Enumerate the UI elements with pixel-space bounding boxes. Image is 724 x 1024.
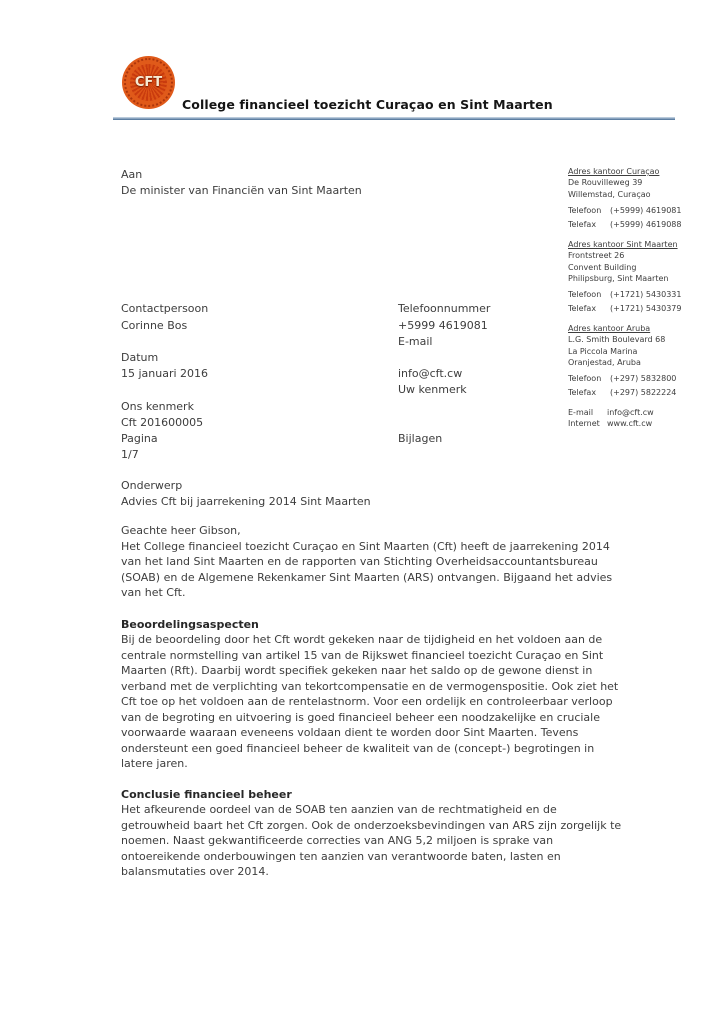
section-heading-conclusie: Conclusie financieel beheer bbox=[121, 787, 292, 801]
meta-label-ons-kenmerk: Ons kenmerk bbox=[121, 399, 194, 413]
subject-label: Onderwerp bbox=[121, 479, 183, 493]
internet-value: www.cft.cw bbox=[607, 419, 653, 429]
recipient-label: Aan bbox=[121, 168, 143, 181]
meta-empty bbox=[398, 447, 626, 463]
contact-value: (+1721) 5430379 bbox=[610, 303, 682, 313]
office-curacao bbox=[568, 166, 720, 232]
contact-label: Telefoon bbox=[568, 373, 602, 383]
meta-value-telefoonnummer: +5999 4619081 bbox=[398, 318, 488, 332]
meta-block bbox=[121, 301, 626, 463]
meta-label-uw-kenmerk: Uw kenmerk bbox=[398, 383, 467, 397]
contact-label: Telefax bbox=[568, 219, 597, 229]
office-heading: Adres kantoor Sint Maarten bbox=[568, 239, 678, 249]
office-sint-maarten bbox=[568, 239, 720, 316]
meta-label-datum: Datum bbox=[121, 350, 159, 364]
meta-label-telefoonnummer: Telefoonnummer bbox=[398, 302, 491, 316]
contact-value: (+5999) 4619088 bbox=[610, 219, 682, 229]
meta-row bbox=[121, 382, 626, 398]
meta-row bbox=[121, 447, 626, 463]
subject-value: Advies Cft bij jaarrekening 2014 Sint Maarten bbox=[121, 495, 371, 509]
contact-label: Telefax bbox=[568, 303, 597, 313]
contact-row bbox=[568, 204, 720, 218]
letterhead-divider bbox=[113, 117, 675, 120]
meta-value-ons-kenmerk: Cft 201600005 bbox=[121, 415, 204, 429]
meta-label-contactpersoon: Contactpersoon bbox=[121, 302, 209, 316]
intro-paragraph: Het College financieel toezicht Curaçao en Sint Maarten (Cft) heeft de jaarrekening 2014 van het land Sint Maarten en de rapporten van Stichting Overheidsaccountantsbureau (SOAB) en de Algemene Rekenkamer Sint Maarten (ARS) ontvangen. Bijgaand het advies van het Cft. bbox=[121, 539, 613, 600]
salutation: Geachte heer Gibson, bbox=[121, 523, 241, 537]
meta-value-pagina: 1/7 bbox=[121, 448, 139, 462]
meta-label-bijlagen: Bijlagen bbox=[398, 431, 443, 445]
contact-row bbox=[568, 386, 720, 400]
contact-value: (+1721) 5430331 bbox=[610, 289, 682, 299]
letterhead-title: College financieel toezicht Curaçao en Sint Maarten bbox=[182, 97, 553, 112]
meta-value-email: info@cft.cw bbox=[398, 367, 463, 381]
contact-value: (+297) 5832800 bbox=[610, 373, 677, 383]
address-line: Convent Building bbox=[568, 262, 637, 272]
online-row bbox=[568, 407, 720, 418]
office-contacts bbox=[568, 204, 720, 232]
internet-label: Internet bbox=[568, 419, 600, 429]
cft-logo-icon bbox=[122, 56, 175, 109]
contact-row bbox=[568, 288, 720, 302]
meta-row bbox=[121, 334, 626, 350]
paragraph-beoordelingsaspecten: Bij de beoordeling door het Cft wordt gekeken naar de tijdigheid en het voldoen aan de centrale normstelling van artikel 15 van de Rijkswet financieel toezicht Curaçao en Sint Maarten (Rft). Daarbij wordt specifiek gekeken naar het saldo op de gewone dienst in verband met de verplichting van tekortcompensatie en de vermogenspositie. Ook ziet het Cft toe op het voldoen aan de rentelastnorm. Voor een ordelijk en controleerbaar verloop van de begroting en uitvoering is goed financieel beheer een noodzakelijke en cruciale voorwaarde waaraan eveneens voldaan dient te worden door Sint Maarten. Tevens ondersteunt een goed financieel beheer de kwaliteit van de (concept-) begrotingen in latere jaren. bbox=[121, 633, 619, 771]
meta-row bbox=[121, 366, 626, 382]
contact-label: Telefax bbox=[568, 387, 597, 397]
contact-row bbox=[568, 372, 720, 386]
letter-body-column bbox=[121, 167, 626, 880]
office-aruba bbox=[568, 323, 720, 400]
meta-empty bbox=[121, 382, 398, 398]
paragraph-conclusie: Het afkeurende oordeel van de SOAB ten aanzien van de rechtmatigheid en de getrouwheid baart het Cft zorgen. Ook de onderzoeksbevindingen van ARS zijn zorgelijk te noemen. Naast gekwantificeerde correcties van ANG 5,2 miljoen is sprake van ontoereikende onderbouwingen ten aanzien van verantwoorde baten, lasten en balansmutaties over 2014. bbox=[121, 803, 622, 879]
meta-row bbox=[121, 318, 626, 334]
office-contacts bbox=[568, 372, 720, 400]
address-line: Oranjestad, Aruba bbox=[568, 358, 641, 368]
contact-row bbox=[568, 302, 720, 316]
meta-row bbox=[121, 399, 626, 415]
address-line: Philipsburg, Sint Maarten bbox=[568, 273, 669, 283]
meta-row bbox=[121, 301, 626, 317]
meta-value-contactpersoon: Corinne Bos bbox=[121, 318, 188, 332]
contact-value: (+5999) 4619081 bbox=[610, 205, 682, 215]
address-line: La Piccola Marina bbox=[568, 346, 638, 356]
email-label: E-mail bbox=[568, 407, 594, 417]
online-contact-block bbox=[568, 407, 720, 430]
contact-value: (+297) 5822224 bbox=[610, 387, 677, 397]
recipient-block bbox=[121, 167, 626, 199]
section-heading-beoordelingsaspecten: Beoordelingsaspecten bbox=[121, 617, 259, 631]
address-sidebar bbox=[568, 166, 720, 430]
recipient-name: De minister van Financiën van Sint Maarten bbox=[121, 184, 362, 198]
meta-label-email: E-mail bbox=[398, 334, 433, 348]
contact-label: Telefoon bbox=[568, 205, 602, 215]
meta-row bbox=[121, 350, 626, 366]
meta-label-pagina: Pagina bbox=[121, 431, 158, 445]
subject-block bbox=[121, 478, 626, 510]
office-contacts bbox=[568, 288, 720, 316]
office-heading: Adres kantoor Aruba bbox=[568, 323, 651, 333]
address-line: De Rouvilleweg 39 bbox=[568, 178, 643, 188]
email-value: info@cft.cw bbox=[607, 407, 654, 417]
meta-row bbox=[121, 431, 626, 447]
meta-empty bbox=[121, 334, 398, 350]
logo-text: CFT bbox=[134, 75, 163, 90]
address-line: Frontstreet 26 bbox=[568, 251, 625, 261]
address-line: Willemstad, Curaçao bbox=[568, 189, 651, 199]
meta-value-datum: 15 januari 2016 bbox=[121, 367, 209, 381]
contact-row bbox=[568, 218, 720, 232]
meta-row bbox=[121, 415, 626, 431]
office-heading: Adres kantoor Curaçao bbox=[568, 167, 660, 176]
contact-label: Telefoon bbox=[568, 289, 602, 299]
online-row bbox=[568, 418, 720, 429]
address-line: L.G. Smith Boulevard 68 bbox=[568, 335, 666, 345]
